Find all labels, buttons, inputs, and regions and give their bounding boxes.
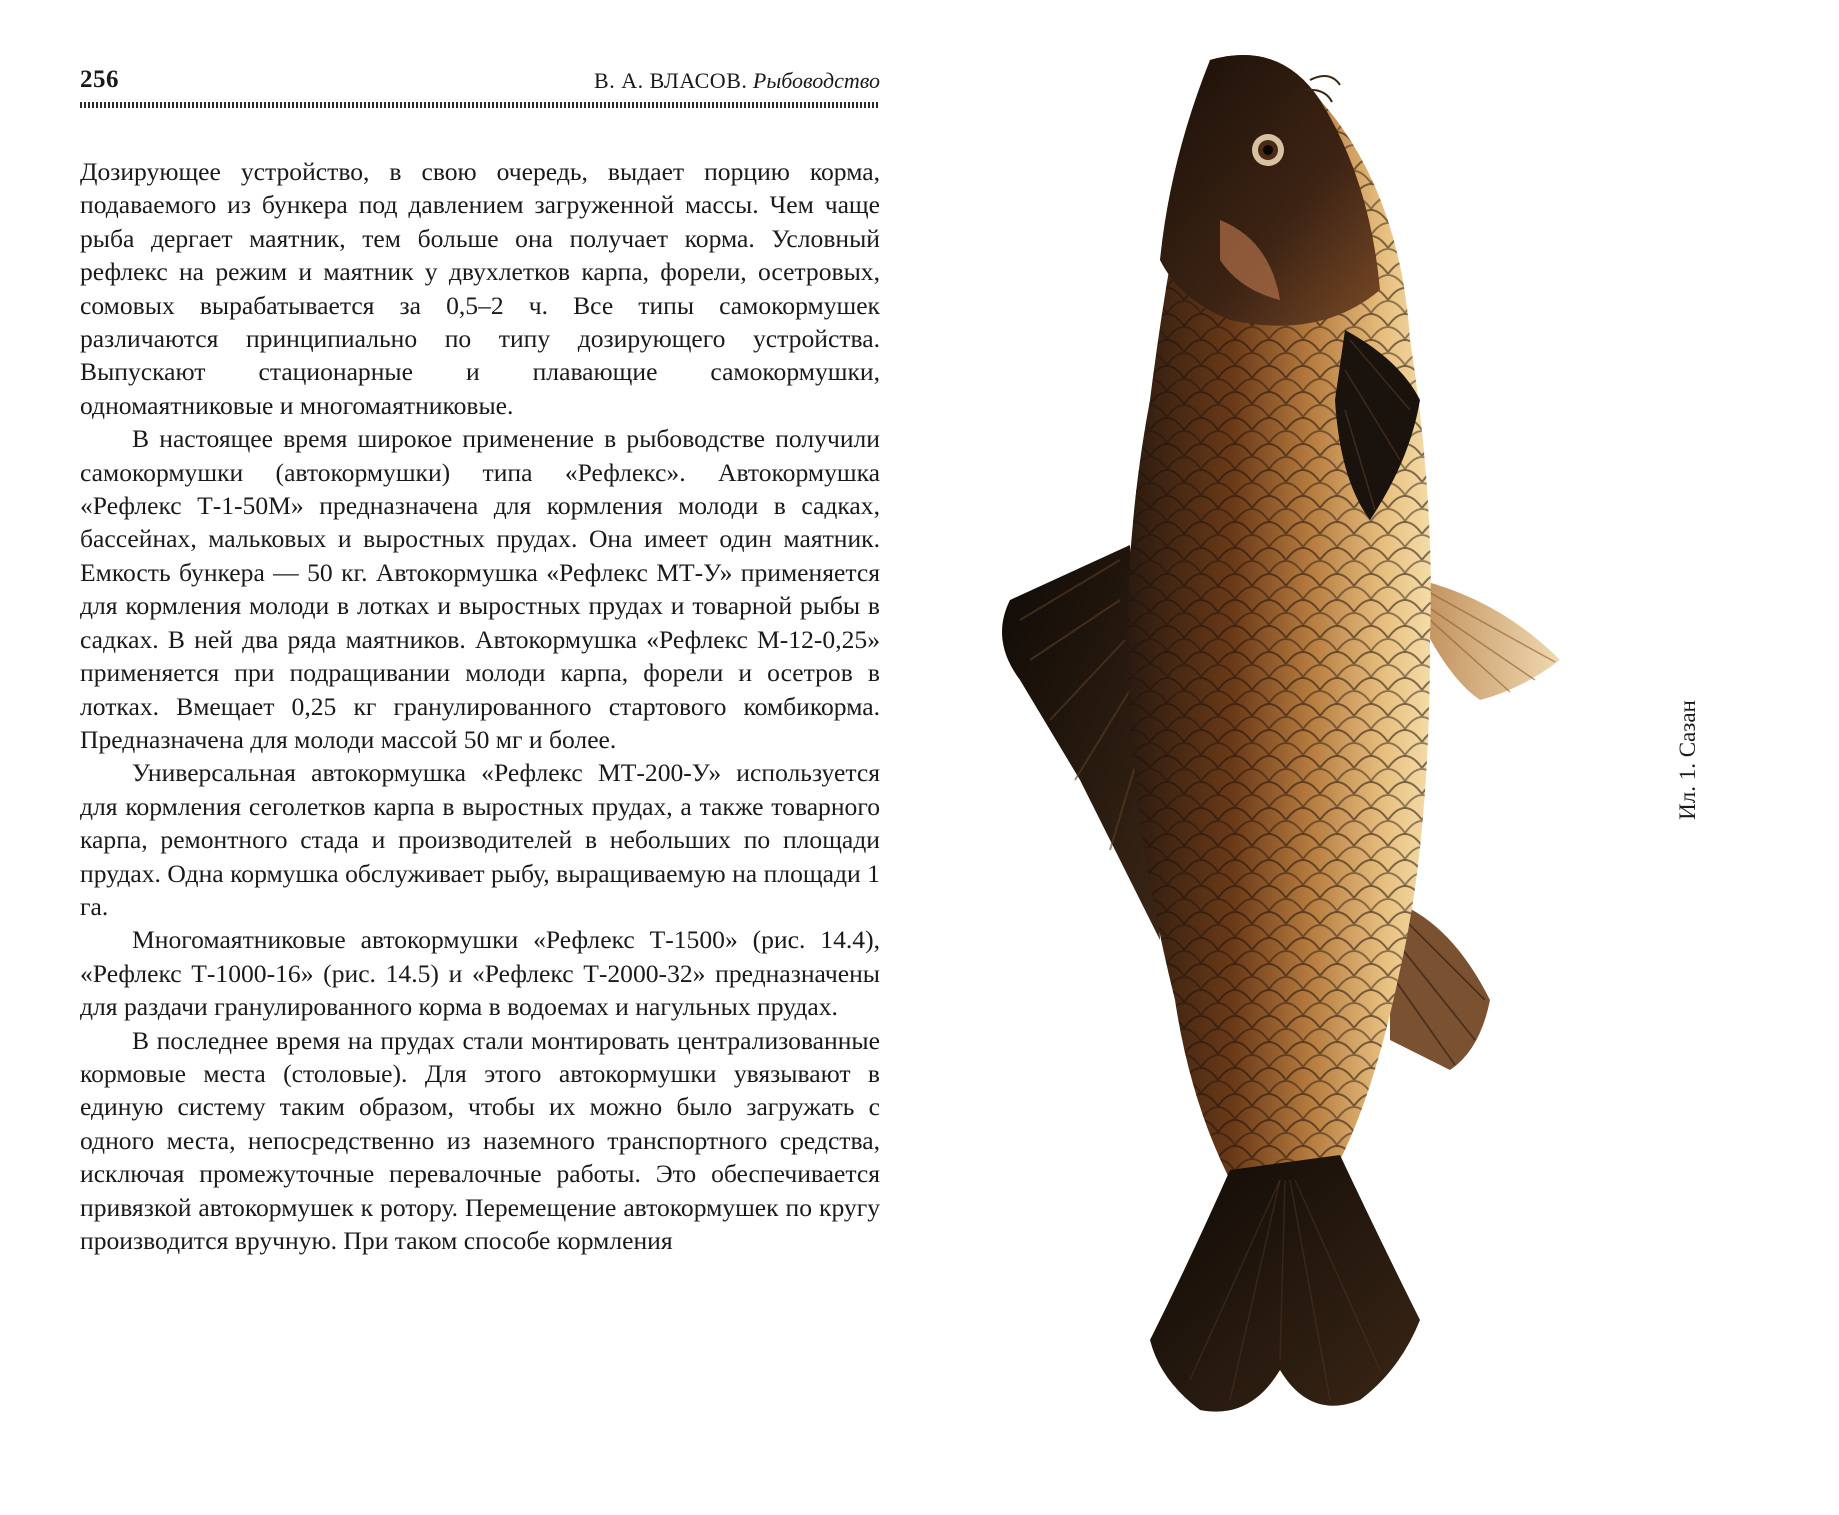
- paragraph: В настоящее время широкое применение в рыбоводстве получили самокормушки (автокормушки) типа «Рефлекс». Автокормушка «Рефлекс Т-1-50М» предназначена для кормления молоди в садках, бассейнах, мальковых и выростных прудах. Она имеет один маятник. Емкость бункера — 50 кг. Автокормушка «Рефлекс МТ-У» применяется для кормления молоди в лотках и выростных прудах и товарной рыбы в садках. В ней два ряда маятников. Автокормушка «Рефлекс М-12-0,25» применяется при подращивании молоди карпа, форели и осетров в лотках. Вмещает 0,25 кг гранулированного стартового комбикорма. Предназначена для молоди массой 50 мг и более.: [80, 424, 880, 754]
- header-book-title: Рыбоводство: [752, 68, 880, 93]
- paragraph: Дозирующее устройство, в свою очередь, выдает порцию корма, подаваемого из бункера под давлением загруженной массы. Чем чаще рыба дергает маятник, тем больше она получает корма. Условный рефлекс на режим и маятник у двухлетков карпа, форели, осетровых, сомовых вырабатывается за 0,5–2 ч. Все типы самокормушек различаются принципиально по типу дозирующего устройства. Выпускают стационарные и плавающие самокормушки, одномаятниковые и многомаятниковые.: [80, 157, 880, 420]
- header-author: В. А. ВЛАСОВ.: [594, 68, 748, 93]
- figure-caption: Ил. 1. Сазан: [1675, 700, 1700, 820]
- body-text: [80, 155, 880, 1257]
- paragraph: Многомаятниковые автокормушки «Рефлекс Т-1500» (рис. 14.4), «Рефлекс Т-1000-16» (рис. 14.5) и «Рефлекс Т-2000-32» предназначены для раздачи гранулированного корма в водоемах и нагульных прудах.: [80, 925, 880, 1022]
- text-page: [80, 60, 880, 1440]
- page-number: 256: [80, 66, 119, 93]
- header-rule: [80, 102, 880, 108]
- pectoral-fin: [1420, 580, 1560, 700]
- paragraph: Универсальная автокормушка «Рефлекс МТ-200-У» используется для кормления сеголетков карпа в выростных прудах, а также товарного карпа, ремонтного стада и производителей в небольших по площади прудах. Одна кормушка обслуживает рыбу, выращиваемую на площади 1 га.: [80, 758, 880, 921]
- header-citation: [594, 68, 880, 94]
- paragraph: В последнее время на прудах стали монтировать централизованные кормовые места (столовые). Для этого автокормушки увязывают в единую систему таким образом, чтобы их можно было загружать с одного места, непосредственно из наземного транспортного средства, исключая промежуточные перевалочные работы. Это обеспечивается привязкой автокормушек к ротору. Перемещение автокормушек по кругу производится вручную. При таком способе кормления: [80, 1025, 880, 1255]
- running-head: [80, 60, 880, 100]
- carp-fish-illustration: [980, 40, 1660, 1460]
